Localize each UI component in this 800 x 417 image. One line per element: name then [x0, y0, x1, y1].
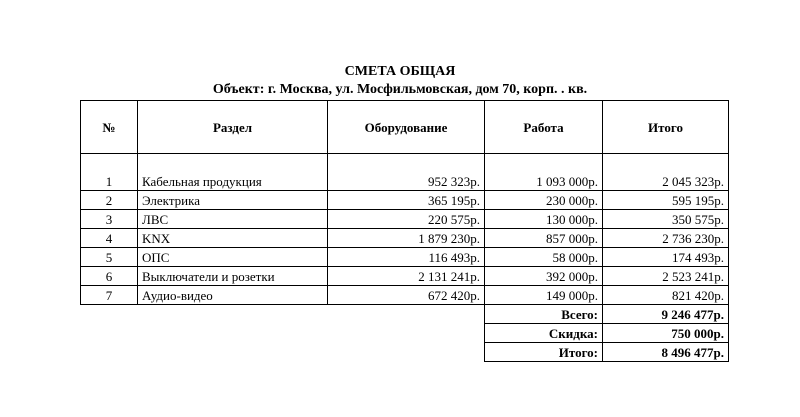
summary-row-subtotal	[81, 305, 729, 324]
discount-label: Скидка:	[485, 324, 603, 343]
header-section: Раздел	[138, 101, 328, 154]
row-section: ЛВС	[138, 210, 328, 229]
row-work: 149 000р.	[485, 286, 603, 305]
row-total: 2 045 323р.	[603, 172, 729, 191]
grand-total-label: Итого:	[485, 343, 603, 362]
row-section: Кабельная продукция	[138, 172, 328, 191]
table-row	[81, 248, 729, 267]
header-equipment: Оборудование	[328, 101, 485, 154]
estimate-table	[80, 100, 729, 362]
row-equipment: 220 575р.	[328, 210, 485, 229]
row-num: 3	[81, 210, 138, 229]
row-section: KNX	[138, 229, 328, 248]
table-row	[81, 210, 729, 229]
row-num: 6	[81, 267, 138, 286]
summary-row-discount	[81, 324, 729, 343]
row-total: 2 736 230р.	[603, 229, 729, 248]
subtotal-label: Всего:	[485, 305, 603, 324]
row-work: 230 000р.	[485, 191, 603, 210]
row-total: 174 493р.	[603, 248, 729, 267]
row-equipment: 2 131 241р.	[328, 267, 485, 286]
discount-value: 750 000р.	[603, 324, 729, 343]
row-num: 7	[81, 286, 138, 305]
header-work: Работа	[485, 101, 603, 154]
row-num: 5	[81, 248, 138, 267]
row-section: Аудио-видео	[138, 286, 328, 305]
row-num: 1	[81, 172, 138, 191]
row-work: 58 000р.	[485, 248, 603, 267]
row-num: 2	[81, 191, 138, 210]
row-total: 595 195р.	[603, 191, 729, 210]
row-total: 350 575р.	[603, 210, 729, 229]
row-equipment: 116 493р.	[328, 248, 485, 267]
row-section: ОПС	[138, 248, 328, 267]
row-total: 821 420р.	[603, 286, 729, 305]
summary-row-grand-total	[81, 343, 729, 362]
table-header-row	[81, 101, 729, 154]
row-work: 857 000р.	[485, 229, 603, 248]
row-section: Выключатели и розетки	[138, 267, 328, 286]
table-row	[81, 191, 729, 210]
row-total: 2 523 241р.	[603, 267, 729, 286]
document-title: СМЕТА ОБЩАЯ	[344, 64, 456, 79]
row-equipment: 1 879 230р.	[328, 229, 485, 248]
row-equipment: 952 323р.	[328, 172, 485, 191]
table-row	[81, 286, 729, 305]
subtotal-value: 9 246 477р.	[603, 305, 729, 324]
table-row	[81, 267, 729, 286]
row-equipment: 672 420р.	[328, 286, 485, 305]
header-num: №	[81, 101, 138, 154]
spacer-row	[81, 154, 729, 173]
row-equipment: 365 195р.	[328, 191, 485, 210]
table-row	[81, 172, 729, 191]
row-num: 4	[81, 229, 138, 248]
row-section: Электрика	[138, 191, 328, 210]
document-subtitle: Объект: г. Москва, ул. Мосфильмовская, дом 70, корп. . кв.	[212, 82, 588, 97]
row-work: 1 093 000р.	[485, 172, 603, 191]
table-row	[81, 229, 729, 248]
row-work: 392 000р.	[485, 267, 603, 286]
header-total: Итого	[603, 101, 729, 154]
grand-total-value: 8 496 477р.	[603, 343, 729, 362]
row-work: 130 000р.	[485, 210, 603, 229]
